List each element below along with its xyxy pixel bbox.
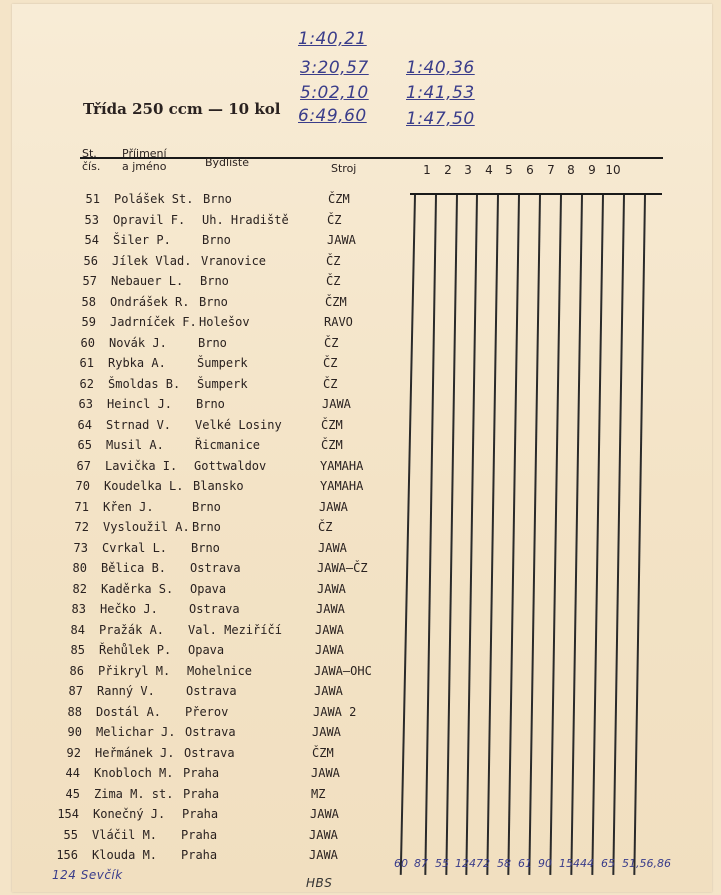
footer-handwritten-center: HBS — [306, 876, 333, 890]
lap-tally: 58 — [497, 857, 511, 870]
rider-bike: ČZ — [318, 520, 333, 534]
rider-name: Rybka A. — [108, 356, 166, 370]
start-number: 44 — [65, 766, 80, 780]
entry-row — [0, 336, 420, 356]
rider-town: Praha — [183, 766, 220, 780]
rider-name: Šiler P. — [113, 233, 171, 247]
lap-number: 8 — [567, 163, 575, 177]
start-number: 154 — [57, 807, 79, 821]
rider-town: Val. Meziříčí — [188, 622, 282, 637]
rider-town: Ostrava — [189, 602, 240, 616]
handwritten-time: 1:40,21 — [298, 29, 367, 49]
footer-handwritten-left: 124 Sevčík — [52, 868, 123, 882]
rider-bike: RAVO — [324, 315, 353, 329]
lap-tally: 154 — [559, 857, 580, 870]
lap-tally: 44 — [580, 857, 594, 870]
rider-bike: JAWA — [318, 540, 347, 555]
rider-town: Brno — [192, 499, 221, 514]
page-title: Třída 250 ccm — 10 kol — [83, 100, 281, 118]
rider-name: Řehůlek P. — [99, 643, 172, 657]
rider-name: Ondrášek R. — [110, 294, 190, 309]
rider-bike: ČZ — [323, 356, 338, 370]
entry-row — [0, 623, 420, 643]
header-cis-label: čís. — [82, 160, 101, 173]
lap-number: 6 — [526, 163, 534, 177]
start-number: 63 — [78, 397, 93, 411]
rider-town: Praha — [181, 827, 218, 842]
rider-bike: ČZ — [326, 253, 341, 268]
rider-town: Brno — [191, 540, 220, 555]
entry-row — [0, 192, 420, 212]
start-number: 156 — [56, 848, 78, 862]
rider-bike: JAWA — [309, 827, 338, 842]
start-number: 71 — [74, 499, 89, 514]
start-number: 90 — [67, 725, 82, 739]
rider-bike: JAWA—ČZ — [317, 561, 368, 575]
lap-number: 3 — [464, 163, 472, 177]
rider-name: Ranný V. — [97, 684, 155, 698]
rider-bike: ČZM — [312, 745, 334, 760]
entry-row — [0, 828, 420, 848]
rider-town: Ostrava — [190, 561, 241, 575]
rider-town: Řicmanice — [195, 438, 261, 452]
start-number: 85 — [70, 643, 85, 657]
entry-row — [0, 459, 420, 479]
lap-tally: 124 — [455, 857, 476, 870]
handwritten-time: 1:41,53 — [406, 83, 475, 103]
rider-bike: ČZ — [327, 212, 342, 227]
rider-name: Bělica B. — [101, 561, 167, 575]
entry-row — [0, 787, 420, 807]
start-number: 87 — [68, 684, 83, 698]
rider-name: Nebauer L. — [111, 274, 184, 288]
entry-row — [0, 602, 420, 622]
rider-town: Praha — [183, 786, 220, 801]
rider-town: Brno — [202, 233, 231, 247]
rider-name: Křen J. — [103, 499, 154, 514]
rider-town: Blansko — [193, 479, 244, 493]
rider-name: Šmoldas B. — [108, 376, 181, 391]
rider-town: Opava — [190, 581, 227, 596]
header-firstname-label: a jméno — [122, 160, 167, 173]
rider-name: Hečko J. — [100, 602, 158, 616]
lap-tally: 90 — [538, 857, 552, 870]
lap-number: 5 — [505, 163, 513, 177]
rider-name: Heřmánek J. — [95, 745, 175, 760]
entry-row — [0, 746, 420, 766]
rider-name: Opravil F. — [113, 212, 186, 227]
handwritten-time: 3:20,57 — [300, 58, 369, 78]
rider-town: Vranovice — [201, 253, 267, 268]
rider-name: Cvrkal L. — [102, 540, 168, 555]
rider-town: Ostrava — [185, 725, 236, 739]
rider-town: Brno — [198, 335, 227, 350]
start-number: 51 — [85, 192, 100, 206]
lap-tally: 61 — [518, 857, 532, 870]
rider-name: Strnad V. — [106, 417, 172, 432]
entry-row — [0, 295, 420, 315]
header-rule — [80, 157, 663, 159]
start-number: 57 — [82, 274, 97, 288]
entry-row — [0, 356, 420, 376]
start-number: 65 — [77, 438, 92, 452]
start-number: 82 — [72, 581, 87, 596]
rider-town: Holešov — [199, 315, 250, 329]
rider-name: Lavička I. — [105, 458, 178, 473]
rider-name: Vláčil M. — [92, 827, 158, 842]
rider-name: Musil A. — [106, 438, 164, 452]
entry-row — [0, 377, 420, 397]
start-number: 60 — [80, 335, 95, 350]
rider-bike: ČZM — [321, 417, 343, 432]
rider-bike: JAWA—OHC — [314, 663, 372, 678]
entry-row — [0, 418, 420, 438]
start-number: 56 — [83, 253, 98, 268]
start-number: 80 — [72, 561, 87, 575]
rider-name: Přikryl M. — [98, 663, 171, 678]
rider-town: Ostrava — [184, 745, 235, 760]
rider-town: Brno — [203, 192, 232, 206]
rider-bike: JAWA — [319, 499, 348, 514]
start-number: 58 — [81, 294, 96, 309]
rider-town: Mohelnice — [187, 663, 253, 678]
lap-number: 2 — [444, 163, 452, 177]
start-number: 53 — [84, 212, 99, 227]
rider-bike: JAWA — [316, 602, 345, 616]
rider-name: Zima M. st. — [94, 786, 174, 801]
rider-bike: ČZ — [326, 274, 341, 288]
start-number: 54 — [84, 233, 99, 247]
rider-name: Konečný J. — [93, 807, 166, 821]
entry-row — [0, 254, 420, 274]
entry-row — [0, 807, 420, 827]
lap-number: 1 — [423, 163, 431, 177]
rider-bike: JAWA — [314, 684, 343, 698]
start-number: 92 — [66, 745, 81, 760]
start-number: 55 — [63, 827, 78, 842]
rider-bike: YAMAHA — [320, 458, 364, 473]
header-bike: Stroj — [331, 162, 357, 175]
lap-tally: 72 — [476, 857, 490, 870]
entry-row — [0, 479, 420, 499]
handwritten-time: 1:47,50 — [406, 109, 475, 129]
rider-bike: JAWA — [322, 397, 351, 411]
rider-name: Novák J. — [109, 335, 167, 350]
lap-tally: 55 — [435, 857, 449, 870]
rider-town: Brno — [192, 520, 221, 534]
start-number: 72 — [74, 520, 89, 534]
start-number: 73 — [73, 540, 88, 555]
rider-town: Brno — [199, 294, 228, 309]
rider-bike: ČZM — [321, 438, 343, 452]
rider-name: Heincl J. — [107, 397, 173, 411]
start-number: 64 — [77, 417, 92, 432]
start-number: 83 — [71, 602, 86, 616]
rider-bike: ČZM — [325, 294, 347, 309]
entry-row — [0, 520, 420, 540]
rider-bike: JAWA — [311, 766, 340, 780]
start-number: 70 — [75, 479, 90, 493]
lap-number: 9 — [588, 163, 596, 177]
rider-town: Ostrava — [186, 684, 237, 698]
rider-town: Opava — [188, 643, 225, 657]
rider-name: Klouda M. — [92, 848, 158, 862]
header-name — [122, 147, 167, 173]
start-number: 45 — [65, 786, 80, 801]
entry-row — [0, 274, 420, 294]
start-number: 61 — [79, 356, 94, 370]
lap-tally: 87 — [414, 857, 428, 870]
rider-bike: JAWA — [317, 581, 346, 596]
lap-number: 7 — [547, 163, 555, 177]
lap-number: 4 — [485, 163, 493, 177]
header-start-number — [82, 147, 100, 173]
rider-bike: JAWA — [310, 807, 339, 821]
rider-town: Gottwaldov — [194, 458, 267, 473]
rider-name: Jadrníček F. — [110, 315, 197, 329]
entry-row — [0, 315, 420, 335]
entry-row — [0, 725, 420, 745]
lap-tally: 60 — [394, 857, 408, 870]
entry-row — [0, 233, 420, 253]
rider-name: Knobloch M. — [94, 766, 174, 780]
entry-row — [0, 643, 420, 663]
lap-number: 10 — [605, 163, 621, 177]
rider-name: Dostál A. — [96, 704, 162, 719]
start-number: 86 — [69, 663, 84, 678]
entry-row — [0, 438, 420, 458]
rider-town: Brno — [196, 397, 225, 411]
rider-town: Brno — [200, 274, 229, 288]
rider-bike: JAWA — [327, 233, 356, 247]
rider-town: Šumperk — [197, 376, 248, 391]
handwritten-time: 1:40,36 — [406, 58, 475, 78]
rider-town: Uh. Hradiště — [202, 212, 289, 227]
entry-row — [0, 684, 420, 704]
rider-name: Vysloužil A. — [103, 520, 190, 534]
entry-row — [0, 500, 420, 520]
entry-row — [0, 561, 420, 581]
rider-bike: JAWA — [315, 622, 344, 637]
entry-row — [0, 582, 420, 602]
rider-name: Kaděrka S. — [101, 581, 174, 596]
start-number: 84 — [70, 622, 85, 637]
rider-bike: ČZ — [324, 335, 339, 350]
rider-name: Jílek Vlad. — [112, 253, 192, 268]
rider-town: Praha — [181, 848, 218, 862]
rider-name: Pražák A. — [99, 622, 165, 637]
rider-town: Praha — [182, 807, 219, 821]
entry-row — [0, 664, 420, 684]
start-number: 67 — [76, 458, 91, 473]
rider-bike: YAMAHA — [320, 479, 364, 493]
entry-row — [0, 213, 420, 233]
entry-row — [0, 705, 420, 725]
rider-bike: ČZ — [323, 376, 338, 391]
rider-bike: JAWA — [309, 848, 338, 862]
entry-row — [0, 541, 420, 561]
start-number: 62 — [79, 376, 94, 391]
lap-tally: 65 — [601, 857, 615, 870]
handwritten-time: 5:02,10 — [300, 83, 369, 103]
rider-bike: JAWA — [312, 725, 341, 739]
lap-tally: 51,56,86 — [622, 857, 671, 870]
rider-name: Melichar J. — [96, 725, 176, 739]
header-surname-label: Příjmení — [122, 147, 167, 160]
header-town: Bydliště — [205, 156, 249, 169]
rider-bike: MZ — [311, 786, 326, 801]
entry-row — [0, 397, 420, 417]
start-number: 59 — [81, 315, 96, 329]
rider-bike: ČZM — [328, 192, 350, 206]
rider-name: Koudelka L. — [104, 479, 184, 493]
rider-town: Přerov — [185, 704, 229, 719]
handwritten-time: 6:49,60 — [298, 106, 367, 126]
start-number: 88 — [67, 704, 82, 719]
rider-bike: JAWA — [315, 643, 344, 657]
entry-row — [0, 766, 420, 786]
rider-bike: JAWA 2 — [313, 704, 357, 719]
entry-row — [0, 848, 420, 868]
rider-town: Velké Losiny — [195, 417, 282, 432]
rider-name: Polášek St. — [114, 192, 194, 206]
rider-town: Šumperk — [197, 356, 248, 370]
header-st-label: St. — [82, 147, 97, 160]
